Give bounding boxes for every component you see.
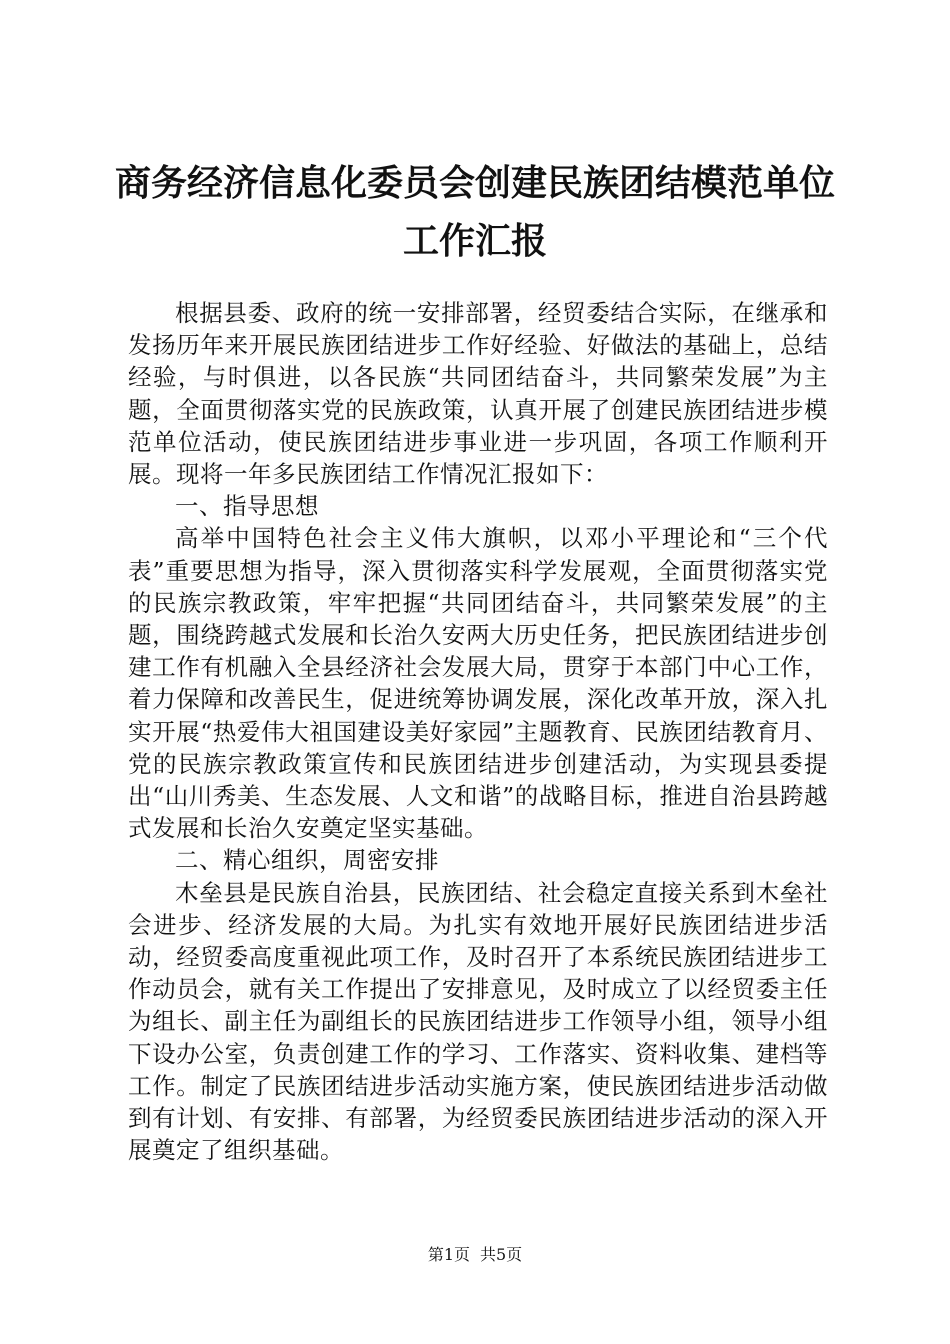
organization-paragraph: 木垒县是民族自治县，民族团结、社会稳定直接关系到木垒社会进步、经济发展的大局。为扎实有效地开展好民族团结进步活动，经贸委高度重视此项工作，及时召开了本系统民族团结进步工作动员会，就有关工作提出了安排意见，及时成立了以经贸委主任为组长、副主任为副组长的民族团结进步工作领导小组，领导小组下设办公室，负责创建工作的学习、工作落实、资料收集、建档等工作。制定了民族团结进步活动实施方案，使民族团结进步活动做到有计划、有安排、有部署，为经贸委民族团结进步活动的深入开展奠定了组织基础。: [128, 878, 828, 1165]
intro-paragraph: 根据县委、政府的统一安排部署，经贸委结合实际，在继承和发扬历年来开展民族团结进步工作好经验、好做法的基础上，总结经验，与时俱进，以各民族“共同团结奋斗，共同繁荣发展”为主题，全面贯彻落实党的民族政策，认真开展了创建民族团结进步模范单位活动，使民族团结进步事业进一步巩固，各项工作顺利开展。现将一年多民族团结工作情况汇报如下：: [128, 299, 828, 489]
section-heading-guiding-ideology: 一、指导思想: [175, 492, 319, 521]
guiding-ideology-paragraph: 高举中国特色社会主义伟大旗帜，以邓小平理论和“三个代表”重要思想为指导，深入贯彻落实科学发展观，全面贯彻落实党的民族宗教政策，牢牢把握“共同团结奋斗，共同繁荣发展”的主题，围绕跨越式发展和长治久安两大历史任务，把民族团结进步创建工作有机融入全县经济社会发展大局，贯穿于本部门中心工作，着力保障和改善民生，促进统筹协调发展，深化改革开放，深入扎实开展“热爱伟大祖国建设美好家园”主题教育、民族团结教育月、党的民族宗教政策宣传和民族团结进步创建活动，为实现县委提出“山川秀美、生态发展、人文和谐”的战略目标，推进自治县跨越式发展和长治久安奠定坚实基础。: [128, 524, 828, 843]
section-heading-organization: 二、精心组织，周密安排: [175, 846, 439, 875]
page-number-total: 共5页: [480, 1245, 523, 1264]
page-footer: [0, 1245, 950, 1265]
document-title-line-1: 商务经济信息化委员会创建民族团结模范单位: [114, 163, 835, 204]
page-number-current: 第1页: [427, 1245, 470, 1264]
document-title-line-2: 工作汇报: [402, 221, 547, 262]
document-body: [128, 297, 828, 1166]
